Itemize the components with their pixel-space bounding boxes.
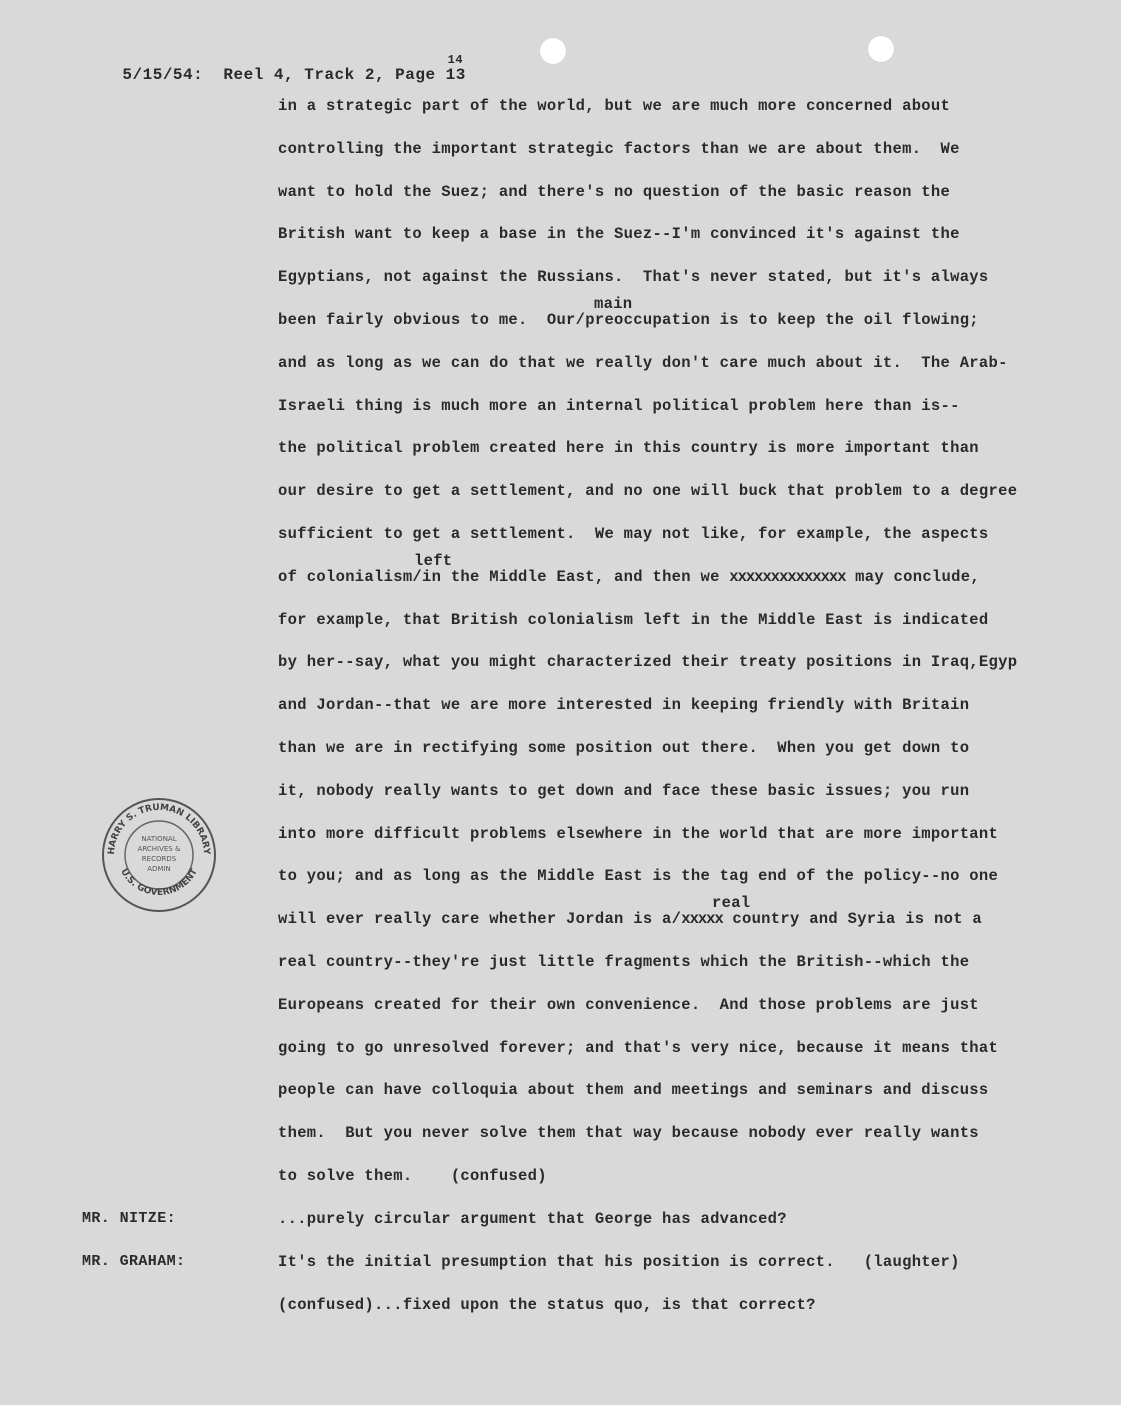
struck-out-text: xxxxx (681, 910, 723, 929)
transcript-line: controlling the important strategic factors than we are about them. We (278, 139, 960, 158)
stamp-bottom-text: U.S. GOVERNMENT (118, 867, 200, 898)
inserted-word-left: left (414, 551, 453, 570)
transcript-line: real will ever really care whether Jordan is a/xxxxx country and Syria is not a (278, 905, 1108, 948)
transcript-line: going to go unresolved forever; and that's very nice, because it means that (278, 1038, 999, 1057)
transcript-line: it, nobody really wants to get down and face these basic issues; you run (278, 781, 970, 800)
transcript-line: people can have colloquia about them and meetings and seminars and discuss (278, 1081, 989, 1100)
transcript-line: them. But you never solve them that way because nobody ever really wants (278, 1124, 979, 1143)
stamp-inner-text: RECORDS (141, 855, 177, 863)
transcript-line: for example, that British colonialism left in the Middle East is indicated (278, 610, 989, 629)
transcript-line: real country--they're just little fragments which the British--which the (278, 952, 970, 971)
header-page-corrected: 14 (447, 53, 464, 67)
speaker-text: (confused)...fixed upon the status quo, is that correct? (278, 1296, 816, 1314)
inserted-word-real: real (712, 894, 751, 913)
transcript-line: main been fairly obvious to me. Our/preoccupation is to keep the oil flowing; (278, 306, 1108, 349)
punch-hole-left (540, 38, 566, 64)
truman-library-stamp (100, 796, 218, 914)
stamp-inner-text: ADMIN (147, 865, 171, 873)
transcript-line: into more difficult problems elsewhere in the world that are more important (278, 824, 999, 843)
inserted-word-main: main (594, 294, 633, 313)
transcript-line: Israeli thing is much more an internal political problem here than is-- (278, 396, 960, 415)
stamp-inner-text: ARCHIVES & (137, 845, 181, 853)
speaker-label: MR. GRAHAM: (82, 1253, 186, 1270)
transcript-line: and as long as we can do that we really don't care much about it. The Arab- (278, 353, 1008, 372)
header-reel-track: Reel 4, Track 2, Page (223, 66, 436, 84)
punch-hole-right (868, 36, 894, 62)
stamp-outer-text: HARRY S. TRUMAN LIBRARY (106, 802, 212, 856)
transcript-body (278, 92, 1108, 1205)
transcript-line: in a strategic part of the world, but we are much more concerned about (278, 97, 951, 115)
transcript-line: to you; and as long as the Middle East is the tag end of the policy--no one (278, 867, 999, 886)
transcript-line: left of colonialism/in the Middle East, and then we xxxxxxxxxxxxxx may conclude, (278, 563, 1108, 606)
header-page-original: 13 (445, 66, 466, 84)
stamp-inner-text: NATIONAL (141, 835, 177, 843)
speaker-label: MR. NITZE: (82, 1210, 177, 1227)
transcript-line: want to hold the Suez; and there's no question of the basic reason the (278, 182, 951, 201)
transcript-line: by her--say, what you might characterized their treaty positions in Iraq,Egyp (278, 653, 1018, 672)
header-date: 5/15/54: (122, 66, 204, 84)
transcript-line: to solve them. (confused) (278, 1166, 547, 1185)
transcript-line: Egyptians, not against the Russians. That's never stated, but it's always (278, 268, 989, 287)
speaker-text: It's the initial presumption that his position is correct. (laughter) (278, 1253, 960, 1271)
transcript-line: Europeans created for their own convenience. And those problems are just (278, 995, 979, 1014)
transcript-line: British want to keep a base in the Suez--I'm convinced it's against the (278, 225, 960, 244)
struck-out-text: xxxxxxxxxxxxxx (729, 567, 846, 586)
speaker-text: ...purely circular argument that George has advanced? (278, 1210, 787, 1228)
transcript-line: our desire to get a settlement, and no one will buck that problem to a degree (278, 482, 1018, 501)
transcript-line: the political problem created here in this country is more important than (278, 439, 979, 458)
transcript-line: and Jordan--that we are more interested in keeping friendly with Britain (278, 696, 970, 715)
header-page-number (445, 53, 466, 84)
transcript-line: sufficient to get a settlement. We may not like, for example, the aspects (278, 524, 989, 543)
transcript-line: than we are in rectifying some position out there. When you get down to (278, 738, 970, 757)
